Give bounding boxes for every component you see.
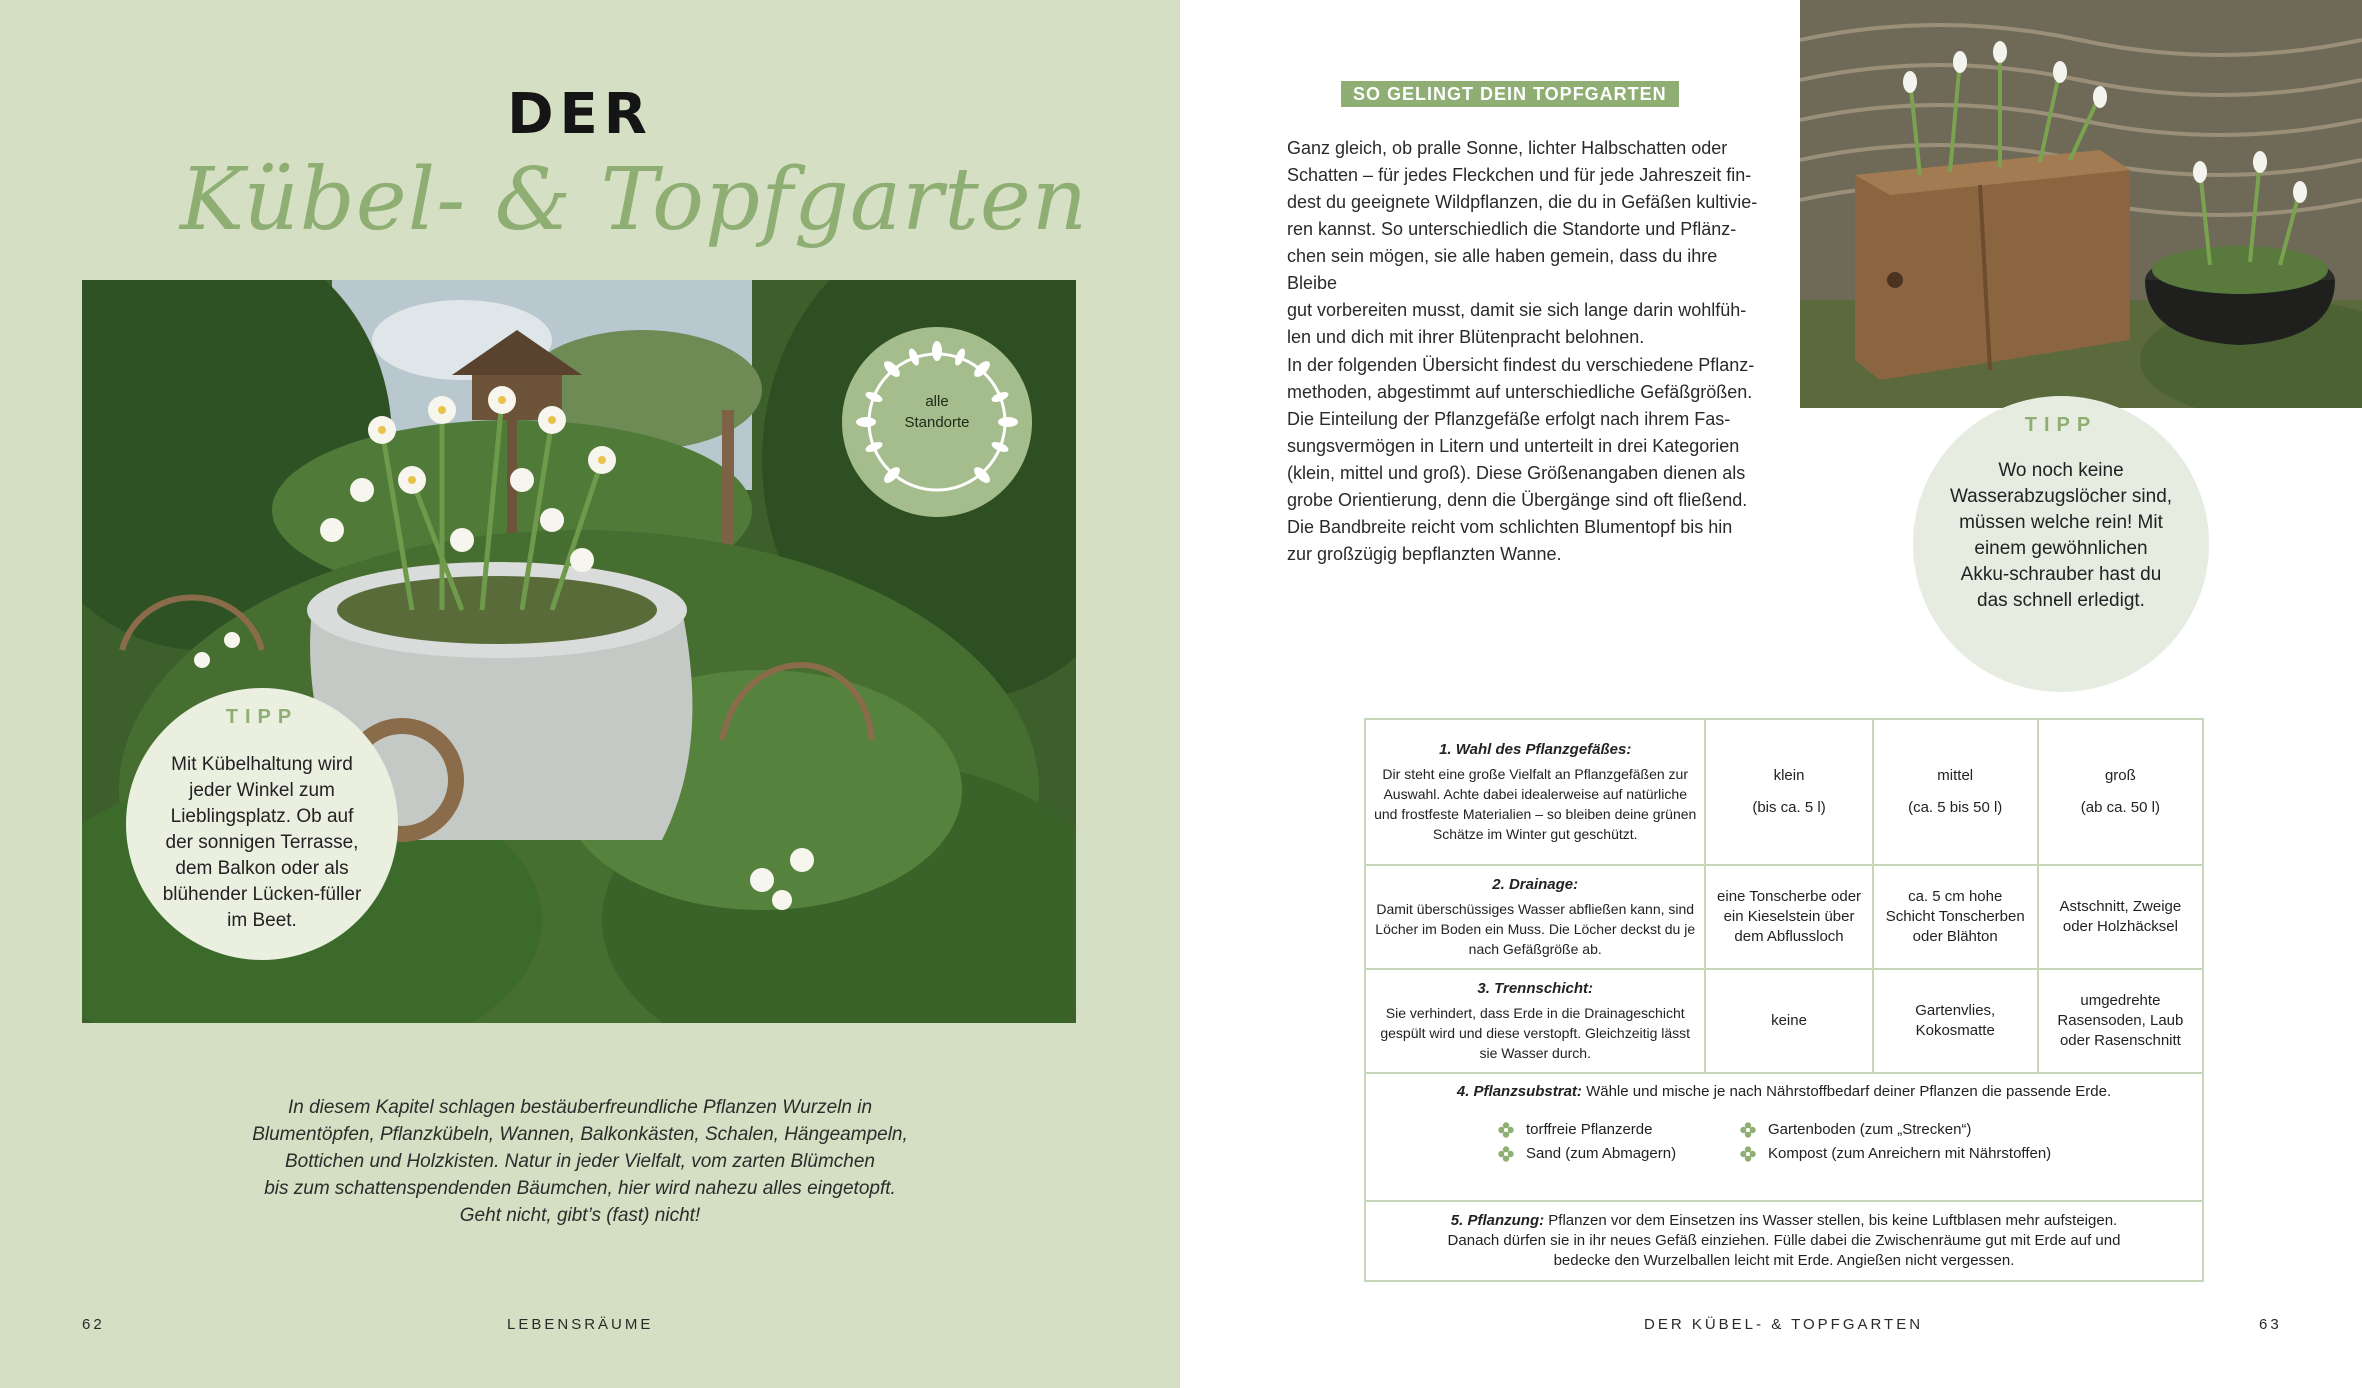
location-badge <box>842 327 1032 517</box>
body-line: Ganz gleich, ob pralle Sonne, lichter Halbschatten oder <box>1287 138 1728 158</box>
table-cell-step <box>1365 719 1705 865</box>
row-description: Damit überschüssiges Wasser abfließen kann, sind Löcher im Boden ein Muss. Die Löcher deckst du je nach Gefäßgröße ab. <box>1375 901 1696 957</box>
list-item <box>1498 1118 1718 1142</box>
list-item-label: Gartenboden (zum „Strecken“) <box>1768 1121 1972 1138</box>
intro-line: Bottichen und Holzkisten. Natur in jeder Vielfalt, vom zarten Blümchen <box>284 1151 875 1172</box>
list-item-label: Kompost (zum Anreichern mit Nährstoffen) <box>1768 1145 2052 1162</box>
section-label: SO GELINGT DEIN TOPFGARTEN <box>1341 81 1679 107</box>
body-line: Die Bandbreite reicht vom schlichten Blumentopf bis hin <box>1287 517 1733 537</box>
table-row <box>1365 1073 2203 1201</box>
table-row <box>1365 865 2203 969</box>
body-line: Die Einteilung der Pflanzgefäße erfolgt nach ihrem Fas- <box>1287 409 1731 429</box>
running-head-left: LEBENSRÄUME <box>507 1316 654 1333</box>
table-cell-substrate <box>1365 1073 2203 1201</box>
body-line: sungsvermögen in Litern und unterteilt in drei Kategorien <box>1287 436 1740 456</box>
badge-line-2: Standorte <box>904 414 970 431</box>
size-range: (bis ca. 5 l) <box>1752 799 1826 816</box>
table-row <box>1365 969 2203 1073</box>
list-item-label: torffreie Pflanzerde <box>1526 1121 1653 1138</box>
intro-line: Blumentöpfen, Pflanzkübeln, Wannen, Balkonkästen, Schalen, Hängeampeln, <box>252 1124 908 1145</box>
table-cell-step <box>1365 969 1705 1073</box>
row-title: 1. Wahl des Pflanzgefäßes: <box>1439 741 1632 758</box>
body-line: chen sein mögen, sie alle haben gemein, dass du ihre Bleibe <box>1287 246 1718 293</box>
row-text-line: bedecke den Wurzelballen leicht mit Erde. Angießen nicht vergessen. <box>1553 1252 2015 1269</box>
row-text-line: Danach dürfen sie in ihr neues Gefäß einziehen. Fülle dabei die Zwischenräume gut mit Erde auf und <box>1447 1232 2121 1249</box>
chapter-title-script: Kübel- & Topfgarten <box>180 150 1089 250</box>
table-cell-large <box>2038 719 2203 865</box>
row-title: 2. Drainage: <box>1492 876 1579 893</box>
intro-line: In diesem Kapitel schlagen bestäuberfreundliche Pflanzen Wurzeln in <box>287 1097 873 1118</box>
table-cell-planting <box>1365 1201 2203 1281</box>
flower-icon <box>1498 1146 1514 1162</box>
body-line: grobe Orientierung, denn die Übergänge sind oft fließend. <box>1287 490 1748 510</box>
chapter-title: DER <box>507 82 653 147</box>
tip-text: Wo noch keine Wasserabzugslöcher sind, müssen welche rein! Mit einem gewöhnlichen Akku-schrauber hast du das schnell erledigt. <box>1949 460 2173 611</box>
row-description: Dir steht eine große Vielfalt an Pflanzgefäßen zur Auswahl. Achte dabei idealerweise auf natürliche und frostfeste Materialien – so bleiben deine grünen Schätze im Winter gut geschützt. <box>1374 766 1697 842</box>
row-text: Pflanzen vor dem Einsetzen ins Wasser stellen, bis keine Luftblasen mehr aufsteigen. <box>1548 1212 2118 1229</box>
list-item <box>1498 1142 1718 1166</box>
body-line: (klein, mittel und groß). Diese Größenangaben dienen als <box>1287 463 1746 483</box>
page-number-left: 62 <box>82 1316 105 1333</box>
body-line: gut vorbereiten musst, damit sie sich lange darin wohlfüh- <box>1287 300 1747 320</box>
row-title: 5. Pflanzung: <box>1450 1212 1545 1229</box>
tip-circle-right <box>1913 396 2209 692</box>
intro-line: bis zum schattenspendenden Bäumchen, hier wird nahezu alles eingetopft. <box>264 1178 896 1199</box>
table-cell-small: eine Tonscherbe oder ein Kieselstein über dem Abflussloch <box>1705 865 1872 969</box>
flower-icon <box>1740 1122 1756 1138</box>
body-line: Schatten – für jedes Fleckchen und für jede Jahreszeit fin- <box>1287 165 1752 185</box>
body-line: len und dich mit ihrer Blütenpracht belohnen. <box>1287 327 1645 347</box>
body-line: dest du geeignete Wildpflanzen, die du in Gefäßen kultivie- <box>1287 192 1758 212</box>
table-cell-medium: Gartenvlies, Kokosmatte <box>1873 969 2038 1073</box>
list-item <box>1740 1118 2070 1142</box>
badge-line-1: alle <box>925 393 949 410</box>
planter-photo <box>1800 0 2362 408</box>
running-head-right: DER KÜBEL- & TOPFGARTEN <box>1644 1316 1924 1333</box>
row-text: Wähle und mische je nach Nährstoffbedarf deiner Pflanzen die passende Erde. <box>1586 1083 2112 1100</box>
row-title: 3. Trennschicht: <box>1477 980 1594 997</box>
tip-text: Mit Kübelhaltung wird jeder Winkel zum Lieblingsplatz. Ob auf der sonnigen Terrasse, dem Balkon oder als blühender Lücken-füller im Beet. <box>162 754 362 931</box>
tip-label: TIPP <box>225 706 299 728</box>
table-row <box>1365 719 2203 865</box>
flower-icon <box>1498 1122 1514 1138</box>
table-cell-large: umgedrehte Rasensoden, Laub oder Rasenschnitt <box>2038 969 2203 1073</box>
planting-overview-table <box>1364 718 2204 1282</box>
table-cell-large: Astschnitt, Zweige oder Holzhäcksel <box>2038 865 2203 969</box>
body-paragraph-2 <box>1287 352 1767 568</box>
table-cell-medium: ca. 5 cm hohe Schicht Tonscherben oder Blähton <box>1873 865 2038 969</box>
size-label: groß <box>2104 767 2136 784</box>
size-range: (ab ca. 50 l) <box>2080 799 2160 816</box>
planter-photo-illustration <box>1800 0 2362 408</box>
row-title: 4. Pflanzsubstrat: <box>1456 1083 1582 1100</box>
table-cell-small: keine <box>1705 969 1872 1073</box>
badge-text <box>842 391 1032 433</box>
table-row <box>1365 1201 2203 1281</box>
table-cell-medium <box>1873 719 2038 865</box>
body-line: zur großzügig bepflanzten Wanne. <box>1287 544 1562 564</box>
table-cell-small <box>1705 719 1872 865</box>
table-cell-step <box>1365 865 1705 969</box>
size-range: (ca. 5 bis 50 l) <box>1908 799 2003 816</box>
row-description: Sie verhindert, dass Erde in die Drainageschicht gespült wird und diese verstopft. Gleichzeitig lässt sie Wasser durch. <box>1380 1005 1691 1061</box>
list-item <box>1740 1142 2070 1166</box>
left-page <box>0 0 1180 1388</box>
tip-circle-left <box>126 688 398 960</box>
size-label: klein <box>1773 767 1805 784</box>
intro-line: Geht nicht, gibt’s (fast) nicht! <box>459 1205 701 1226</box>
body-paragraph-1 <box>1287 135 1767 351</box>
body-line: methoden, abgestimmt auf unterschiedliche Gefäßgrößen. <box>1287 382 1753 402</box>
list-item-label: Sand (zum Abmagern) <box>1526 1145 1677 1162</box>
chapter-intro <box>230 1094 930 1229</box>
page-number-right: 63 <box>2259 1316 2282 1333</box>
substrate-list <box>1374 1118 2194 1166</box>
flower-icon <box>1740 1146 1756 1162</box>
body-line: In der folgenden Übersicht findest du verschiedene Pflanz- <box>1287 355 1755 375</box>
size-label: mittel <box>1937 767 1974 784</box>
tip-label: TIPP <box>2024 414 2098 436</box>
body-line: ren kannst. So unterschiedlich die Standorte und Pflänz- <box>1287 219 1737 239</box>
